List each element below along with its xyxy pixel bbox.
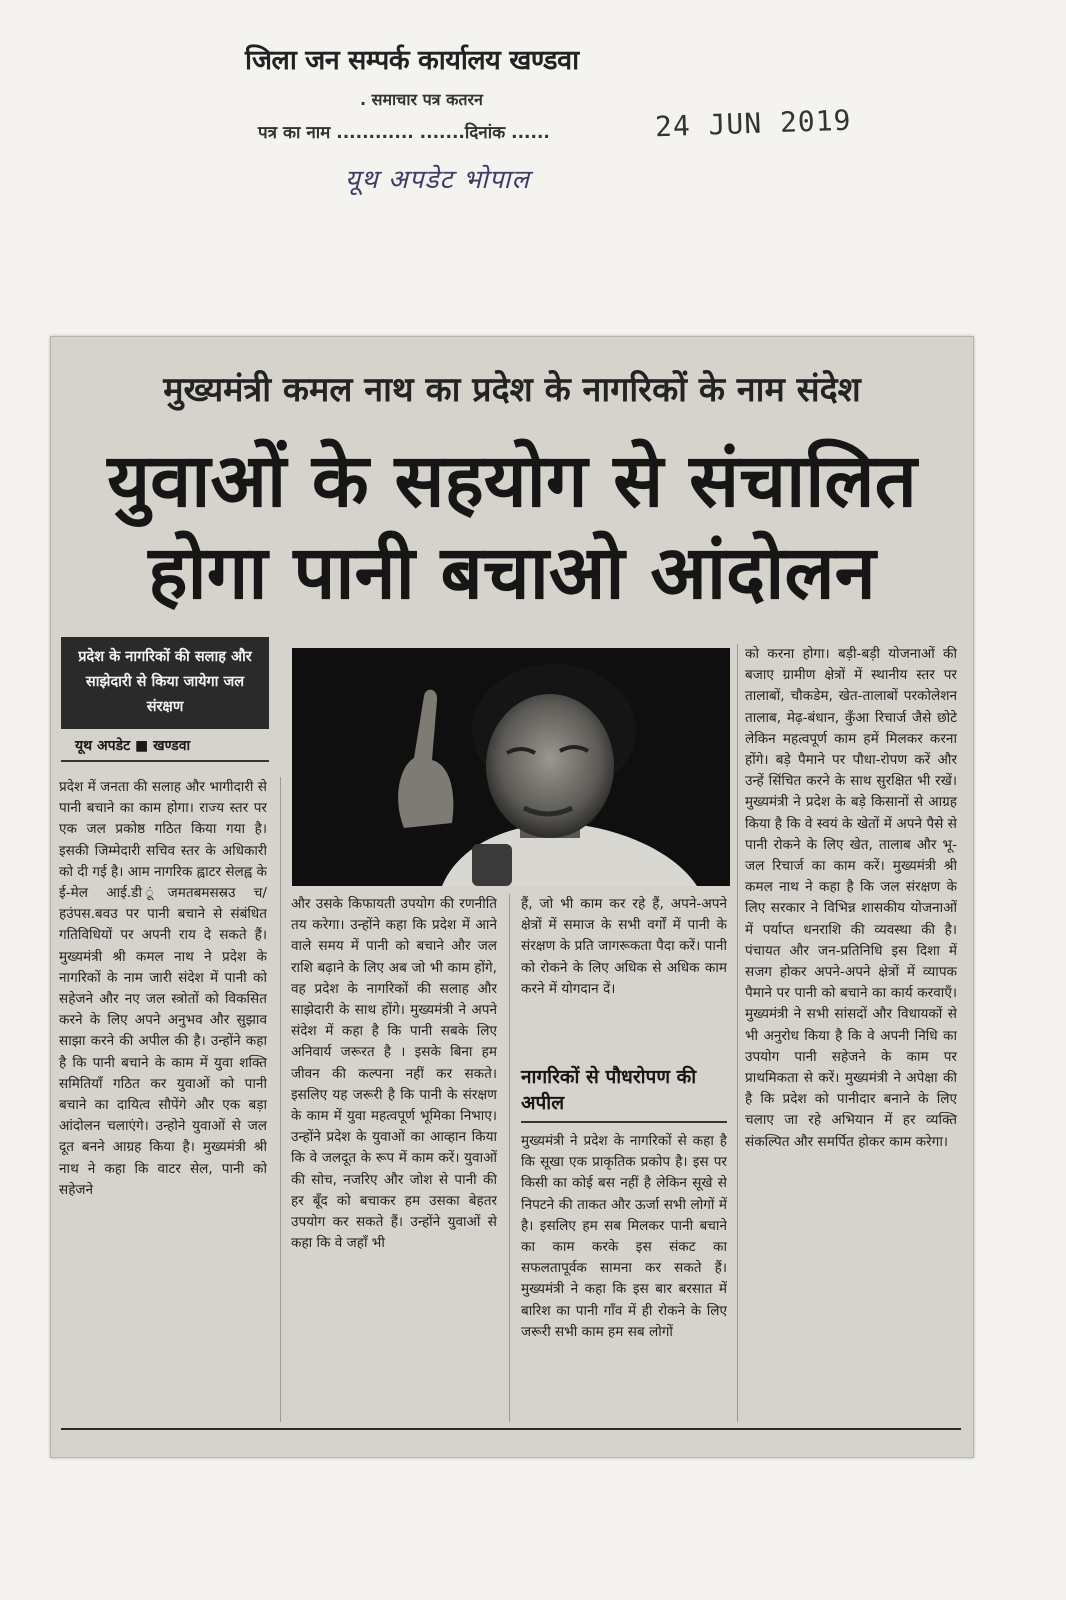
portrait-illustration: [292, 648, 730, 886]
headline-line-1: युवाओं के सहयोग से संचालित: [107, 438, 917, 524]
article-column-4: को करना होगा। बड़ी-बड़ी योजनाओं की बजाए ग्रामीण क्षेत्रों में स्थानीय स्तर पर तालाबों, चौकडेम, खेत-तालाबों परकोलेशन तालाब, मेढ़-बंधान, कुँआ रिचार्ज जैसे छोटे लेकिन महत्वपूर्ण काम हमें मिलकर करना होंगे। बड़े पैमाने पर पौधा-रोपण करें और उन्हें सिंचित करने के साथ सुरक्षित भी रखें। मुख्यमंत्री ने प्रदेश के बड़े किसानों से आग्रह किया है कि वे स्वयं के खेतों में अपने पैसे से पानी रोकने के लिए खेत, तालाब और भू-जल रिचार्ज का काम करें। मुख्यमंत्री श्री कमल नाथ ने कहा है कि जल संरक्षण के लिए सरकार ने विभिन्न शासकीय योजनाओं में पर्याप्त धनराशि की व्यवस्था की है। पंचायत और जन-प्रतिनिधि इस दिशा में सजग होकर अपने-अपने क्षेत्रों में व्यापक पैमाने पर पानी को बचाने का कार्य करवाएँ। मुख्यमंत्री ने सभी सांसदों और विधायकों से भी अनुरोध किया है कि वे अपनी निधि का उपयोग पानी सहेजने के काम पर प्राथमिकता से करें। मुख्यमंत्री ने अपेक्षा की है कि प्रदेश को पानीदार बनाने के लिए चलाए जा रहे अभियान में हर व्यक्ति संकल्पित और समर्पित होकर काम करेगा।: [745, 646, 957, 1150]
byline: [75, 736, 190, 755]
column-divider: [280, 777, 281, 1422]
stamp-clipping-label: . समाचार पत्र कतरन: [360, 90, 483, 109]
stamp-office-name: जिला जन सम्पर्क कार्यालय खण्डवा: [245, 45, 579, 76]
chief-minister-photo: [292, 648, 730, 886]
stamp-date: 24 JUN 2019: [654, 103, 852, 144]
article-column-3-continued: मुख्यमंत्री ने प्रदेश के नागरिकों से कहा है कि सूखा एक प्राकृतिक प्रकोप है। इस पर किसी का कोई बस नहीं है लेकिन सूखे से निपटने की ताकत और ऊर्जा सभी लोगों में है। इसलिए हम सब मिलकर पानी बचाने का काम करके इस संकट का सफलतापूर्वक सामना कर सकते हैं। मुख्यमंत्री ने कहा कि इस बार बरसात में बारिश का पानी गाँव में ही रोकने के लिए जरूरी सभी काम हम सब लोगों: [521, 1133, 727, 1340]
byline-separator-icon: ■: [135, 738, 149, 754]
column-divider: [509, 894, 510, 1422]
byline-source: यूथ अपडेट: [75, 738, 131, 754]
bottom-rule: [61, 1428, 961, 1430]
article-column-1: प्रदेश में जनता की सलाह और भागीदारी से पानी बचाने का काम होगा। राज्य स्तर पर एक जल प्रकोष्ठ गठित किया गया है। इसकी जिम्मेदारी सचिव स्तर के अधिकारी को दी गई है। आम नागरिक ह्वाटर सेलह्व के ई-मेल आई.डी ूंजमतबमसस्रउ च/ हउंपस.बवउ पर पानी बचाने से संबंधित गतिविधियों पर अपनी राय दे सकते हैं। मुख्यमंत्री श्री कमल नाथ ने प्रदेश के नागरिकों के नाम जारी संदेश में पानी को सहेजने और नए जल स्त्रोतों को विकसित करने के लिए अपने अनुभव और सुझाव साझा करने की अपील की है। उन्होंने कहा है कि पानी बचाने के काम में युवा शक्ति समितियाँ गठित कर युवाओं को पानी बचाने का दायित्व सौपेंगे और एक बड़ा आंदोलन चलाएंगे। उन्होने युवाओं से जल दूत बनने आग्रह किया है। मुख्यमंत्री श्री नाथ ने कहा कि वाटर सेल, पानी को सहेजने: [59, 779, 267, 1198]
headline-line-2: होगा पानी बचाओ आंदोलन: [148, 530, 876, 616]
article-subhead: नागरिकों से पौधरोपण की अपील: [521, 1066, 697, 1114]
article-deck: प्रदेश के नागरिकों की सलाह और साझेदारी से किया जायेगा जल संरक्षण: [61, 637, 269, 729]
article-headline: [51, 435, 973, 619]
column-divider: [737, 644, 738, 1422]
handwritten-paper-name: यूथ अपडेट भोपाल: [345, 165, 531, 195]
newspaper-clipping: [50, 336, 974, 1458]
article-kicker: मुख्यमंत्री कमल नाथ का प्रदेश के नागरिकों के नाम संदेश: [163, 370, 861, 410]
stamp-paper-date-line: पत्र का नाम ............ .......दिनांक ......: [258, 123, 550, 143]
article-column-2: और उसके किफायती उपयोग की रणनीति तय करेगा। उन्होंने कहा कि प्रदेश में आने वाले समय में पानी को बचाने और जल राशि बढ़ाने के लिए अब जो भी काम होंगे, वह प्रदेश के नागरिकों की सलाह और साझेदारी के साथ होंगे। मुख्यमंत्री ने अपने संदेश में कहा है कि पानी सबके लिए अनिवार्य जरूरत है । इसके बिना हम जीवन की कल्पना नहीं कर सकते। इसलिए यह जरूरी है कि पानी के संरक्षण के काम में युवा महत्वपूर्ण भूमिका निभाए। उन्होंने प्रदेश के युवाओं का आव्हान किया कि वे जलदूत के रूप में काम करें। युवाओं की सोच, नजरिए और जोश से पानी की हर बूँद को बचाकर हम उसका बेहतर उपयोग कर सकते हैं। उन्होंने युवाओं से कहा कि वे जहाँ भी: [291, 896, 497, 1252]
byline-rule: [61, 760, 269, 762]
article-column-3: हैं, जो भी काम कर रहे हैं, अपने-अपने क्षेत्रों में समाज के सभी वर्गों में पानी के संरक्षण के प्रति जागरूकता पैदा करें। पानी को रोकने के लिए अधिक से अधिक काम करने में योगदान दें।: [521, 896, 727, 997]
byline-place: खण्डवा: [153, 738, 191, 754]
subhead-rule: [521, 1121, 727, 1123]
office-stamp: [0, 0, 1066, 210]
